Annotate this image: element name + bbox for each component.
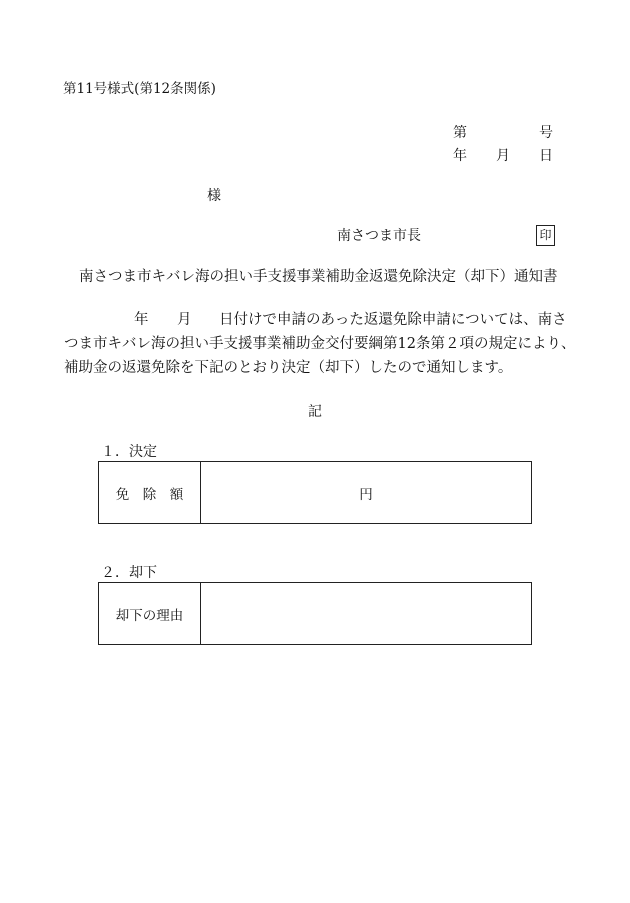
body-line-1: 日付けで申請のあった返還免除申請については、南さ — [219, 312, 567, 328]
section-rejection-label: ２．却下 — [101, 565, 157, 581]
date-month: 月 — [496, 148, 510, 164]
exemption-amount-value[interactable]: 円 — [201, 462, 532, 524]
ki-heading: 記 — [308, 404, 322, 420]
doc-number-prefix: 第 — [453, 125, 467, 141]
form-number: 第11号様式(第12条関係) — [63, 81, 216, 97]
seal-mark: 印 — [536, 225, 555, 246]
body-month: 月 — [177, 312, 192, 328]
body-line-2: つま市キバレ海の担い手支援事業補助金交付要綱第12条第２項の規定により、 — [64, 336, 576, 352]
section-decision-label: １．決定 — [101, 444, 157, 460]
decision-table — [98, 461, 532, 524]
issuer-name: 南さつま市長 — [337, 228, 421, 244]
date-day: 日 — [539, 148, 553, 164]
body-line-3: 補助金の返還免除を下記のとおり決定（却下）したので通知します。 — [64, 360, 513, 376]
document-title: 南さつま市キバレ海の担い手支援事業補助金返還免除決定（却下）通知書 — [79, 269, 558, 285]
exemption-amount-header: 免 除 額 — [99, 462, 201, 524]
rejection-reason-value[interactable] — [201, 583, 532, 645]
doc-number-suffix: 号 — [539, 125, 553, 141]
rejection-reason-header: 却下の理由 — [99, 583, 201, 645]
body-year: 年 — [134, 312, 149, 328]
addressee-suffix: 様 — [207, 188, 221, 204]
date-year: 年 — [453, 148, 467, 164]
rejection-table — [98, 582, 532, 645]
